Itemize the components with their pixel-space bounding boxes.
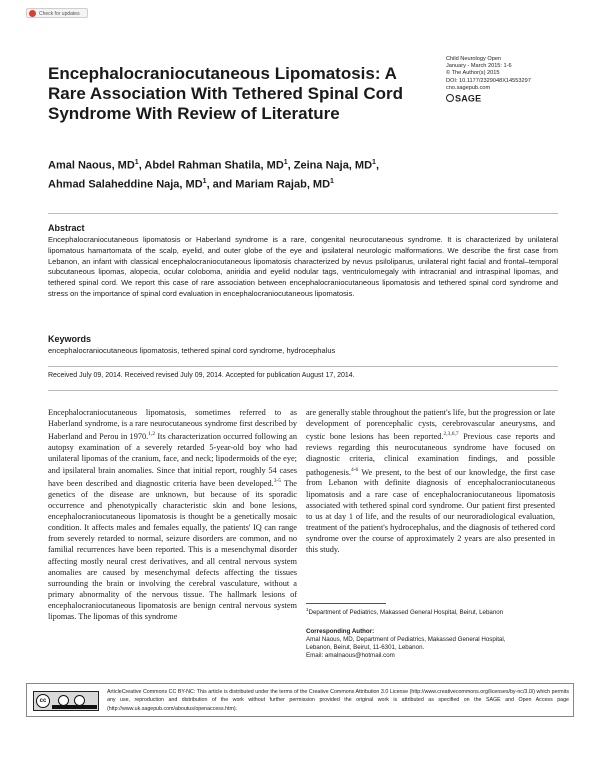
article-title: Encephalocraniocutaneous Lipomatosis: A Rare Association With Tethered Spinal Cord Syndrome With Review of Literature [48,64,404,123]
sage-logo [446,95,586,103]
body-text: are generally stable throughout the patient's life, but the progression or late development of porencephalic cysts, cerebrovascular aneurysms, and cystic bone lesions has been reported. [306,408,555,442]
abstract-text: Encephalocraniocutaneous lipomatosis or Haberland syndrome is a rare, congenital neurocutaneous syndrome. It is characterized by unilateral lipomatous hamartomata of the scalp, eyelid, and outer globe of the eye and ipsilateral neurologic malformations. We describe the first case from Lebanon, an infant with classical encephalocraniocutaneous lipomatosis characterized by nevus psiloliparus, unilateral right facial and frontal–temporal subcutaneous lipomas, alopecia, ocular coloboma, aniridia and eyelid nodular tags, ventriculomegaly with intracranial and intraspinal lipomas, and tethered spinal cord. We report this case of rare association between encephalocraniocutaneous lipomatosis and tethered spinal cord syndrome and stress on the importance of spinal cord evaluation in encephalocraniocutaneous lipomatosis. [48,235,558,298]
affiliation-mark: 1 [330,177,334,185]
author-name: Ahmad Salaheddine Naja, MD [48,178,203,191]
license-box [26,683,574,717]
journal-meta [446,56,586,103]
author-list: Amal Naous, $MD^1$, Abdel Rahman Shatila, $MD^1$, Zeina Naja, $MD^1$, Ahmad Salaheddine Naja, $MD^1$, and Mariam Rajab, $MD^1$ [48,159,379,191]
received-dates: Received July 09, 2014. Received revised July 09, 2014. Accepted for publication August 17, 2014. [48,372,355,379]
body-column-left [48,407,297,623]
sage-logo-icon [446,94,454,102]
affiliation-mark: 1 [202,177,207,185]
corresponding-author [306,628,556,660]
journal-name: Child Neurology Open [446,56,502,62]
divider [48,213,558,214]
keywords-heading: Keywords [48,334,92,344]
divider [48,366,558,367]
corresponding-heading: Corresponding Author: [306,628,375,635]
affiliation-mark: 1 [372,159,376,166]
journal-doi[interactable]: DOI: 10.1177/2329048X14553297 [446,77,531,84]
citation[interactable]: 4-6 [350,466,359,473]
citation[interactable]: 1,2 [148,431,156,438]
author-name: Amal Naous, MD [48,159,135,172]
keywords-text: encephalocraniocutaneous lipomatosis, tethered spinal cord syndrome, hydrocephalus [48,346,336,355]
author-name: , Abdel Rahman Shatila, MD [138,159,284,172]
corresponding-email[interactable]: Email: amalnaous@hotmail.com [306,652,395,659]
body-text: The genetics of the disease are unknown, but because of its sporadic occurrence and phenotypically characteristic skin and bone lesions, encephalocraniocutaneous lipomatosis is thought be a genetically mosaic condition. It affects males and females equally, the patients' IQ can range from severely retarded to normal, seizure disorders are common, and no familial recurrences have been reported. This is a mesenchymal disorder affecting mostly neural crest derivatives, and all central nervous system anomalies are caused by mesenchymal defects affecting the tissues surrounding the brain or involving the cerebral vasculature, without a primary abnormality of the nervous tissue. The hallmark lesions of encephalocraniocutaneous lipomatosis are benign central nervous system lipomas. The lipomas of this syndrome [48,478,297,622]
citation[interactable]: 3-5 [273,477,282,484]
journal-copyright: © The Author(s) 2015 [446,70,500,77]
corresponding-line: Lebanon, Beirut, Beirut, 11-6301, Lebanon. [306,644,425,651]
body-text: Encephalocraniocutaneous lipomatosis, sometimes referred to as Haberland syndrome, is a rare neurocutaneous syndrome first described by Haberland and Perou in 1970. [48,408,297,442]
sage-logo-text: SAGE [455,93,482,104]
affiliation-mark: 1 [283,159,288,166]
corresponding-line: Amal Naous, MD, Department of Pediatrics, Makassed General Hospital, [306,636,506,643]
cc-logo-text: cc [36,694,50,708]
affiliation-mark: 1 [134,159,139,166]
body-text: Previous case reports and reviews regarding this neurocutaneous syndrome have focused on diagnostic criteria, clinical examination findings, and possible pathogenesis. [306,432,555,477]
affiliation-text: Department of Pediatrics, Makassed General Hospital, Beirut, Lebanon [308,609,504,617]
journal-url[interactable]: cno.sagepub.com [446,84,491,91]
divider [48,390,558,391]
citation[interactable]: 2,3,6,7 [443,431,459,438]
body-text: Its characterization occurred following an autopsy examination of a severely retarded 5-year-old boy who had unilateral lipomas of the cranium, face, and neck; lipodermoids of the eye; and ipsilateral brain anomalies. Since that initial report, roughly 54 cases have been described and diagnostic criteria have been developed. [48,432,297,488]
journal-issue: January - March 2015: 1-6 [446,63,512,70]
badge-label: Check for updates [39,11,80,17]
affiliation-note [306,606,556,617]
abstract-heading: Abstract [48,223,85,233]
license-text: ArticleCreative Commons CC BY-NC: This article is distributed under the terms of the Creative Commons Attribution 3.0 License (http://www.creativecommons.org/licenses/by-nc/3.0/) which permits any use, reproduction and distribution of the work without further permission provided the original work is attributed as specified on the SAGE and Open Access page (http://www.uk.sagepub.com/aboutus/openaccess.htm). [107,689,569,712]
cc-by-nc-icon[interactable] [33,691,99,711]
body-text: We present, to the best of our knowledge, the first case from Lebanon with definite diagnosis of encephalocraniocutaneous lipomatosis and a rare case of encephalocraniocutaneous lipomatosis associated with tethered spinal cord syndrome. Our patient first presented to us at day 1 of life, and the results of our neuroradiological evaluation, treatment of the patient's hydrocephalus, and the diagnosis of tethered cord syndrome over the course of approximately 2 years are also presented in this study. [306,467,555,555]
affiliation-mark: 1 [306,607,309,612]
footnote-divider [306,603,386,604]
author-name: , and Mariam Rajab, MD [206,178,331,191]
body-column-right [306,407,555,556]
license-band [52,705,97,709]
check-for-updates-badge[interactable] [26,8,88,18]
author-name: , Zeina Naja, MD [287,159,373,172]
update-icon [29,10,36,17]
